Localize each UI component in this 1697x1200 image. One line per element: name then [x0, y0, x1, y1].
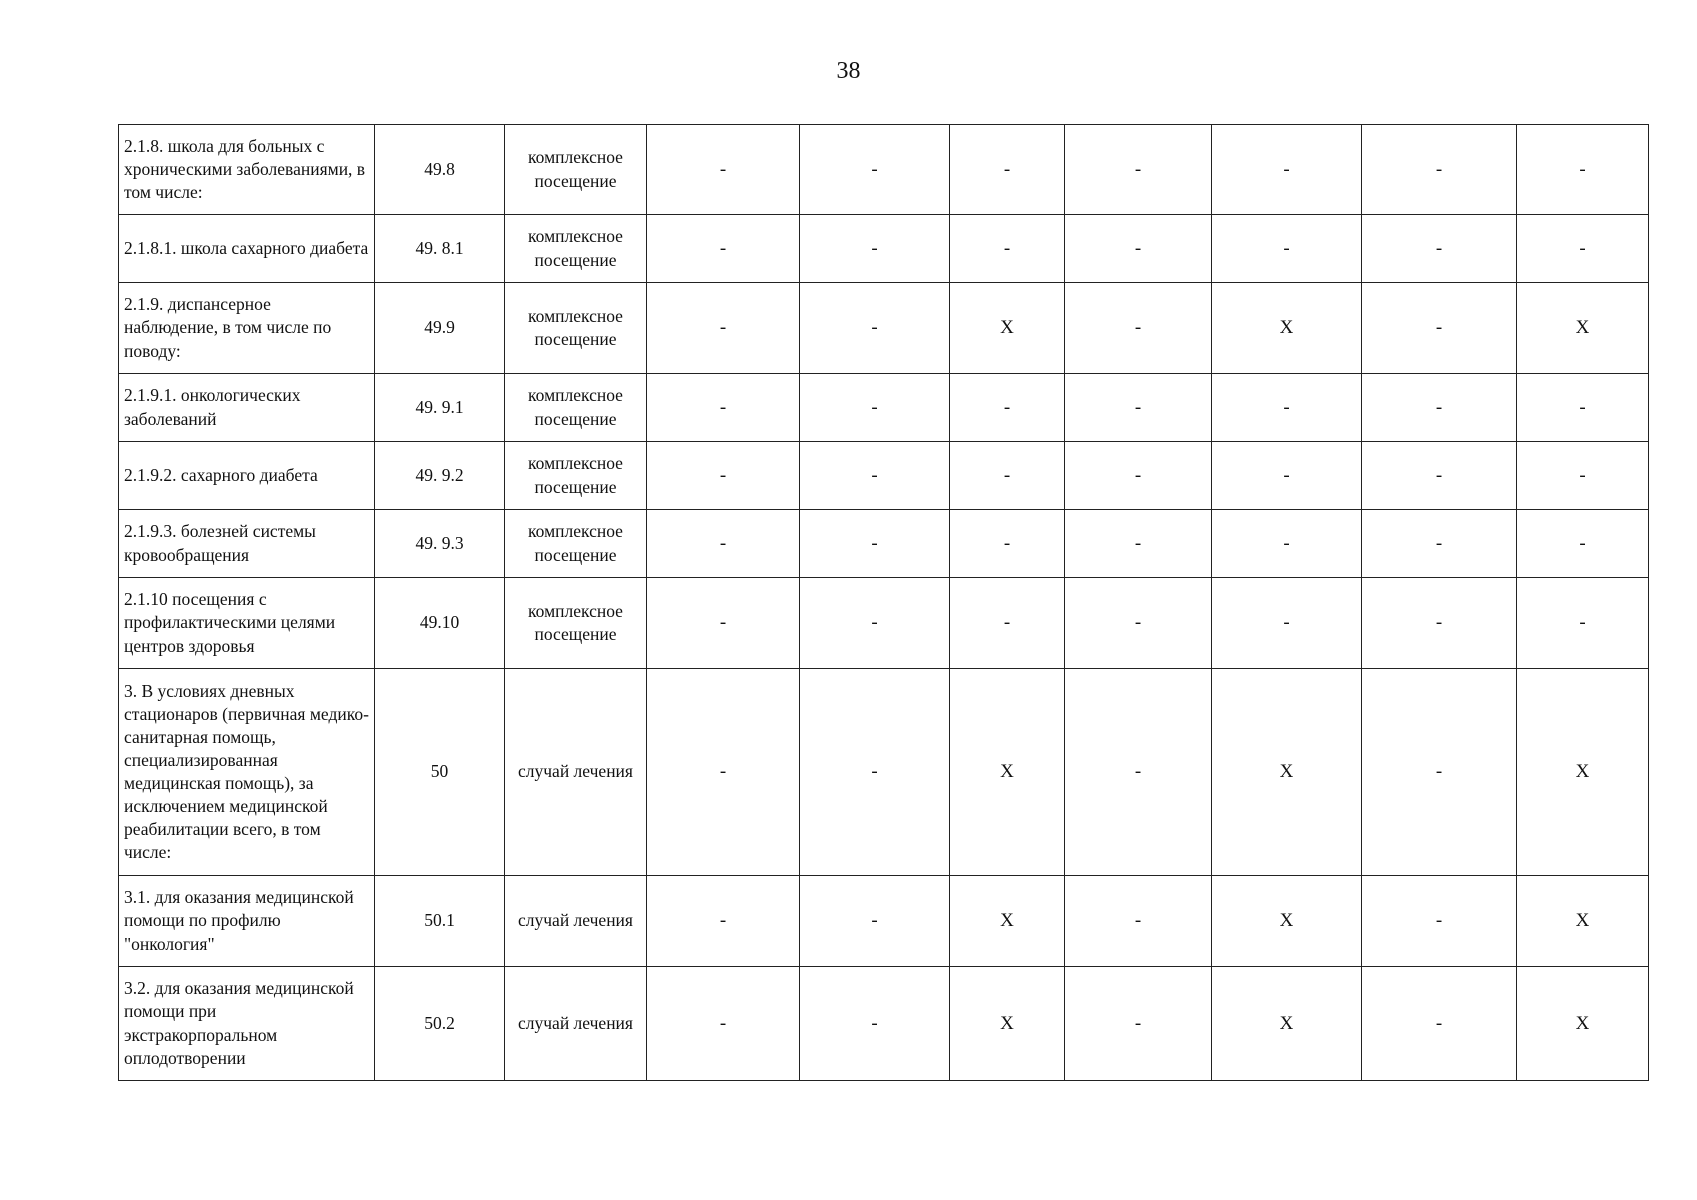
row-name-cell: 2.1.9.3. болезней системы кровообращения [119, 510, 375, 578]
value-cell: - [1362, 215, 1517, 283]
value-cell: - [1065, 283, 1212, 374]
value-cell: - [647, 967, 800, 1081]
value-cell: - [1065, 374, 1212, 442]
value-cell: - [1362, 283, 1517, 374]
row-name-cell: 2.1.9.2. сахарного диабета [119, 442, 375, 510]
row-code-cell: 50.1 [375, 876, 505, 967]
table-row [119, 578, 1649, 669]
value-cell: X [950, 876, 1065, 967]
value-cell: - [647, 578, 800, 669]
row-code-cell: 50.2 [375, 967, 505, 1081]
value-cell: - [800, 283, 950, 374]
value-cell: - [950, 374, 1065, 442]
table-row [119, 442, 1649, 510]
value-cell: X [1517, 669, 1649, 876]
value-cell: - [647, 669, 800, 876]
value-cell: - [1065, 442, 1212, 510]
value-cell: - [800, 215, 950, 283]
value-cell: - [1065, 125, 1212, 215]
value-cell: - [1065, 578, 1212, 669]
value-cell: X [1212, 876, 1362, 967]
value-cell: - [950, 442, 1065, 510]
value-cell: - [1517, 374, 1649, 442]
row-unit-cell: комплексное посещение [505, 125, 647, 215]
value-cell: X [1212, 967, 1362, 1081]
row-unit-cell: комплексное посещение [505, 374, 647, 442]
value-cell: - [647, 125, 800, 215]
value-cell: X [1212, 283, 1362, 374]
data-table [118, 124, 1649, 1081]
row-name-cell: 3. В условиях дневных стационаров (первичная медико-санитарная помощь, специализированная медицинская помощь), за исключением медицинской реабилитации всего, в том числе: [119, 669, 375, 876]
row-code-cell: 49.9 [375, 283, 505, 374]
value-cell: - [1065, 967, 1212, 1081]
value-cell: - [950, 578, 1065, 669]
row-code-cell: 49. 9.3 [375, 510, 505, 578]
row-name-cell: 2.1.9.1. онкологических заболеваний [119, 374, 375, 442]
row-name-cell: 2.1.9. диспансерное наблюдение, в том числе по поводу: [119, 283, 375, 374]
row-name-cell: 2.1.8.1. школа сахарного диабета [119, 215, 375, 283]
value-cell: - [1362, 876, 1517, 967]
value-cell: - [1517, 510, 1649, 578]
row-unit-cell: комплексное посещение [505, 442, 647, 510]
value-cell: - [950, 125, 1065, 215]
value-cell: X [1517, 876, 1649, 967]
value-cell: X [1517, 283, 1649, 374]
value-cell: - [1212, 125, 1362, 215]
table-row [119, 215, 1649, 283]
row-unit-cell: случай лечения [505, 876, 647, 967]
value-cell: - [647, 876, 800, 967]
value-cell: - [950, 215, 1065, 283]
value-cell: - [1517, 215, 1649, 283]
value-cell: - [1212, 510, 1362, 578]
value-cell: - [1212, 442, 1362, 510]
value-cell: - [1517, 442, 1649, 510]
value-cell: - [647, 374, 800, 442]
value-cell: - [800, 442, 950, 510]
value-cell: - [1212, 215, 1362, 283]
table-row [119, 510, 1649, 578]
table-row [119, 125, 1649, 215]
value-cell: X [1212, 669, 1362, 876]
value-cell: - [1517, 578, 1649, 669]
value-cell: - [1362, 578, 1517, 669]
value-cell: - [647, 215, 800, 283]
value-cell: - [800, 125, 950, 215]
value-cell: - [1362, 669, 1517, 876]
value-cell: - [1065, 669, 1212, 876]
value-cell: - [950, 510, 1065, 578]
value-cell: - [1362, 374, 1517, 442]
value-cell: - [800, 510, 950, 578]
table-body [119, 125, 1649, 1081]
value-cell: - [647, 283, 800, 374]
row-unit-cell: комплексное посещение [505, 215, 647, 283]
table-row [119, 283, 1649, 374]
table-row [119, 876, 1649, 967]
value-cell: - [800, 374, 950, 442]
value-cell: - [1362, 125, 1517, 215]
value-cell: - [800, 876, 950, 967]
row-name-cell: 3.1. для оказания медицинской помощи по профилю "онкология" [119, 876, 375, 967]
value-cell: - [1065, 876, 1212, 967]
row-code-cell: 49.10 [375, 578, 505, 669]
page-number: 38 [836, 58, 861, 84]
row-unit-cell: комплексное посещение [505, 578, 647, 669]
value-cell: X [950, 283, 1065, 374]
value-cell: - [647, 442, 800, 510]
row-unit-cell: случай лечения [505, 967, 647, 1081]
table-row [119, 669, 1649, 876]
row-name-cell: 2.1.8. школа для больных с хроническими заболеваниями, в том числе: [119, 125, 375, 215]
value-cell: - [647, 510, 800, 578]
value-cell: X [950, 669, 1065, 876]
row-unit-cell: комплексное посещение [505, 283, 647, 374]
value-cell: - [1362, 510, 1517, 578]
table-row [119, 374, 1649, 442]
value-cell: - [1065, 215, 1212, 283]
row-code-cell: 50 [375, 669, 505, 876]
value-cell: - [1212, 578, 1362, 669]
row-code-cell: 49.8 [375, 125, 505, 215]
row-unit-cell: комплексное посещение [505, 510, 647, 578]
table-row [119, 967, 1649, 1081]
row-code-cell: 49. 9.1 [375, 374, 505, 442]
value-cell: - [1517, 125, 1649, 215]
row-name-cell: 3.2. для оказания медицинской помощи при экстракорпоральном оплодотворении [119, 967, 375, 1081]
value-cell: X [950, 967, 1065, 1081]
value-cell: - [800, 967, 950, 1081]
value-cell: - [1065, 510, 1212, 578]
row-unit-cell: случай лечения [505, 669, 647, 876]
value-cell: - [800, 578, 950, 669]
value-cell: - [800, 669, 950, 876]
value-cell: - [1362, 442, 1517, 510]
value-cell: - [1362, 967, 1517, 1081]
row-name-cell: 2.1.10 посещения с профилактическими целями центров здоровья [119, 578, 375, 669]
value-cell: - [1212, 374, 1362, 442]
value-cell: X [1517, 967, 1649, 1081]
row-code-cell: 49. 8.1 [375, 215, 505, 283]
row-code-cell: 49. 9.2 [375, 442, 505, 510]
